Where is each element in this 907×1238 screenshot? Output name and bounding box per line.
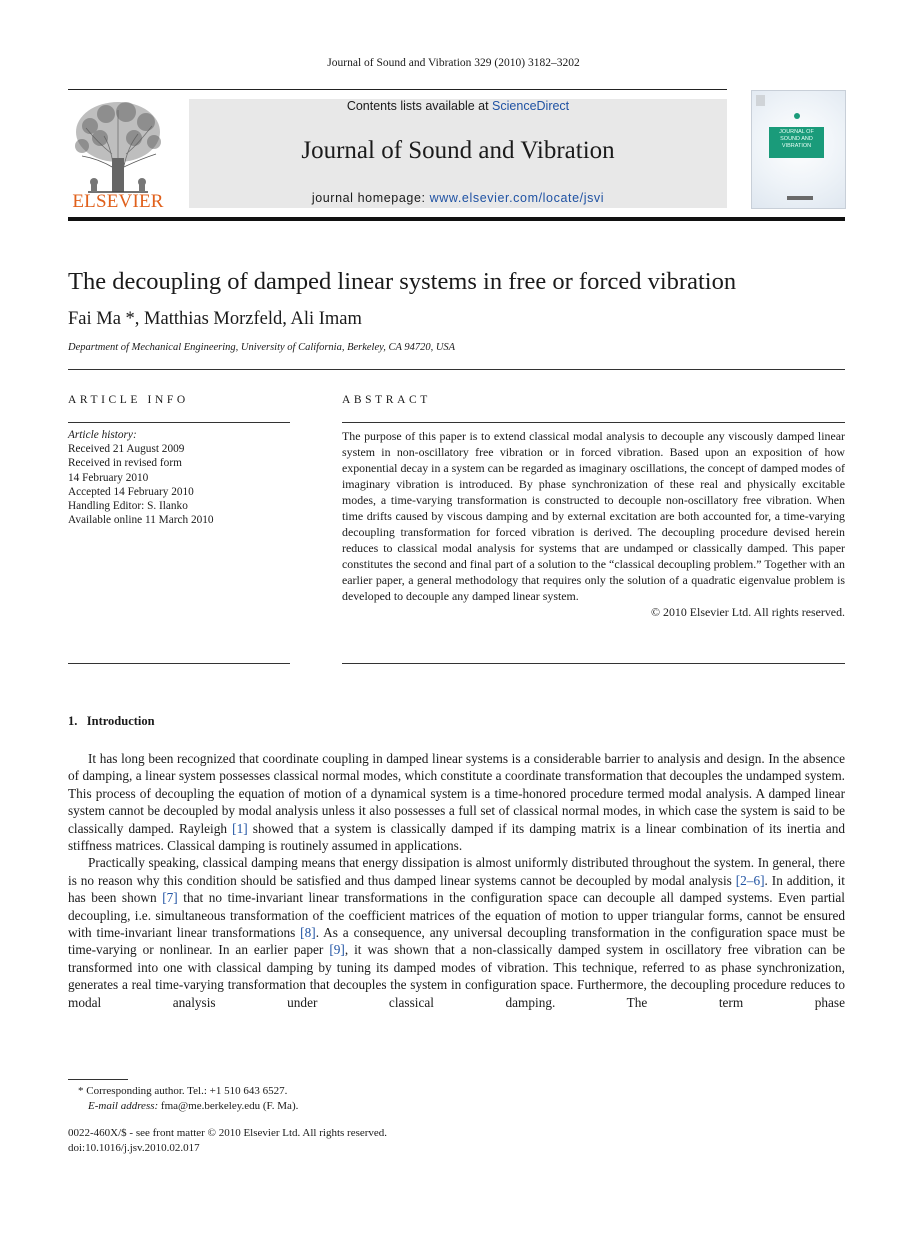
reference-link[interactable]: [8] (300, 925, 316, 941)
abstract-top-rule (342, 422, 845, 423)
homepage-prefix: journal homepage: (311, 191, 430, 205)
abstract-heading: ABSTRACT (342, 394, 431, 406)
paragraph-text: . As a consequence, any universal decoupling transformation in the configuration space must be time-varying or nonlinear. In an earlier paper (68, 925, 845, 958)
cover-title-text: JOURNAL OF SOUND AND VIBRATION (779, 129, 814, 149)
abstract-copyright: © 2010 Elsevier Ltd. All rights reserved. (651, 605, 845, 619)
history-line: Accepted 14 February 2010 (68, 485, 194, 498)
front-matter-meta (68, 1126, 845, 1156)
reference-link[interactable]: [2–6] (735, 872, 765, 888)
doi-line[interactable]: doi:10.1016/j.jsv.2010.02.017 (68, 1142, 200, 1154)
footnote-rule (68, 1079, 128, 1080)
introduction-body (68, 750, 845, 1011)
author-email[interactable]: fma@me.berkeley.edu (F. Ma). (158, 1100, 299, 1112)
sciencedirect-link[interactable]: ScienceDirect (492, 99, 570, 113)
intro-paragraph-2 (68, 854, 845, 1011)
article-authors: Fai Ma *, Matthias Morzfeld, Ali Imam (68, 309, 362, 329)
article-info-top-rule (68, 422, 290, 423)
contents-availability-line (189, 99, 727, 113)
title-separator-rule (68, 369, 845, 370)
cover-bottom-mark (787, 196, 813, 200)
masthead-top-rule (68, 89, 727, 90)
article-info-heading: ARTICLE INFO (68, 394, 189, 406)
abstract-body (342, 428, 845, 620)
paragraph-text: showed that a system is classically damped if its damping matrix is a linear combination of its inertia and stiffness matrices. Classical damping is routinely assumed in applications. (68, 820, 845, 854)
history-line: Received 21 August 2009 (68, 443, 185, 456)
email-label: E-mail address: (88, 1100, 159, 1112)
email-note (68, 1099, 845, 1114)
journal-homepage-line (189, 191, 727, 205)
intro-paragraph-1 (68, 750, 845, 854)
history-label: Article history: (68, 429, 137, 441)
abstract-text: The purpose of this paper is to extend classical modal analysis to decouple any viscously damped linear system in non-oscillatory free vibration or in forced vibration. Based upon an exposition of how exponential decay in a system can be regarded as imaginary oscillations, the concept of damped modes of imaginary vibration is introduced. By phase synchronization of these real and physically excitable modes, a time-varying transformation is constructed to decouple non-oscillatory free vibration. When time drifts caused by viscous damping and by external excitation are both accounted for, a time-varying decoupling transformation for forced vibration is derived. The decoupling procedure devised herein reduces to classical modal analysis for systems that are undamped or classically damped. This paper constitutes the second and final part of a solution to the “classical decoupling problem.” Together with an earlier paper, a general methodology that requires only the solution of a quadratic eigenvalue problem is developed to decouple any damped linear system. (342, 429, 845, 603)
author-affiliation: Department of Mechanical Engineering, University of California, Berkeley, CA 94720, USA (68, 342, 456, 353)
journal-name: Journal of Sound and Vibration (301, 137, 615, 164)
cover-publisher-logo (756, 95, 765, 106)
contents-prefix: Contents lists available at (346, 99, 493, 113)
reference-link[interactable]: [9] (329, 942, 345, 958)
paragraph-text: . In addition, it has been shown (68, 872, 845, 906)
masthead-bottom-rule (68, 217, 845, 221)
footnote (68, 1084, 845, 1114)
article-info-bottom-rule (68, 663, 290, 664)
cover-emblem-icon (794, 113, 800, 119)
journal-homepage-link[interactable]: www.elsevier.com/locate/jsvi (429, 191, 605, 205)
issn-line: 0022-460X/$ - see front matter © 2010 Elsevier Ltd. All rights reserved. (68, 1127, 388, 1139)
abstract-bottom-rule (342, 663, 845, 664)
elsevier-wordmark: ELSEVIER (72, 191, 164, 212)
paragraph-text: that no time-invariant linear transformations in the configuration space can decouple all damped systems. Even partial decoupling, i.e. simultaneous transformation of the coefficient matrices of the equation of motion to upper triangular forms, cannot be ensured with time-invariant linear transformations (68, 890, 845, 941)
history-line: Handling Editor: S. Ilanko (68, 500, 188, 513)
reference-link[interactable]: [1] (232, 820, 248, 836)
history-line: Available online 11 March 2010 (68, 514, 214, 527)
section-heading-introduction: 1. Introduction (68, 714, 155, 728)
article-title: The decoupling of damped linear systems in free or forced vibration (68, 268, 737, 295)
paragraph-text: , it was shown that a non-classically damped system in oscillatory free vibration can be transformed into one with classical damping by tuning its damped modes of vibration. This technique, referred to as phase synchronization, generates a real time-varying transformation that decouples the system in configuration space. Furthermore, the decoupling procedure reduces to modal analysis under classical damping. The term phase (68, 942, 845, 1010)
journal-citation: Journal of Sound and Vibration 329 (2010) 3182–3202 (327, 57, 580, 69)
history-line: Received in revised form (68, 457, 182, 470)
history-line: 14 February 2010 (68, 471, 149, 484)
reference-link[interactable]: [7] (162, 890, 178, 906)
corresponding-author-note: * Corresponding author. Tel.: +1 510 643 6527. (78, 1085, 288, 1097)
paragraph-text: It has long been recognized that coordinate coupling in damped linear systems is a considerable barrier to analysis and design. In the absence of damping, a linear system possesses classical normal modes, which constitute a coordinate transformation that decouples the undamped system. This process of decoupling the equation of motion of a dynamical system is a time-honored procedure termed modal analysis. A damped linear system cannot be decoupled by modal analysis unless it also possesses a full set of classical normal modes, in which case the system is said to be classically damped. Rayleigh (68, 751, 845, 836)
paragraph-text: Practically speaking, classical damping means that energy dissipation is almost uniformly distributed throughout the system. In general, there is no reason why this condition should be satisfied and thus damped linear systems cannot be decoupled by modal analysis (68, 855, 845, 888)
article-history (68, 428, 290, 527)
